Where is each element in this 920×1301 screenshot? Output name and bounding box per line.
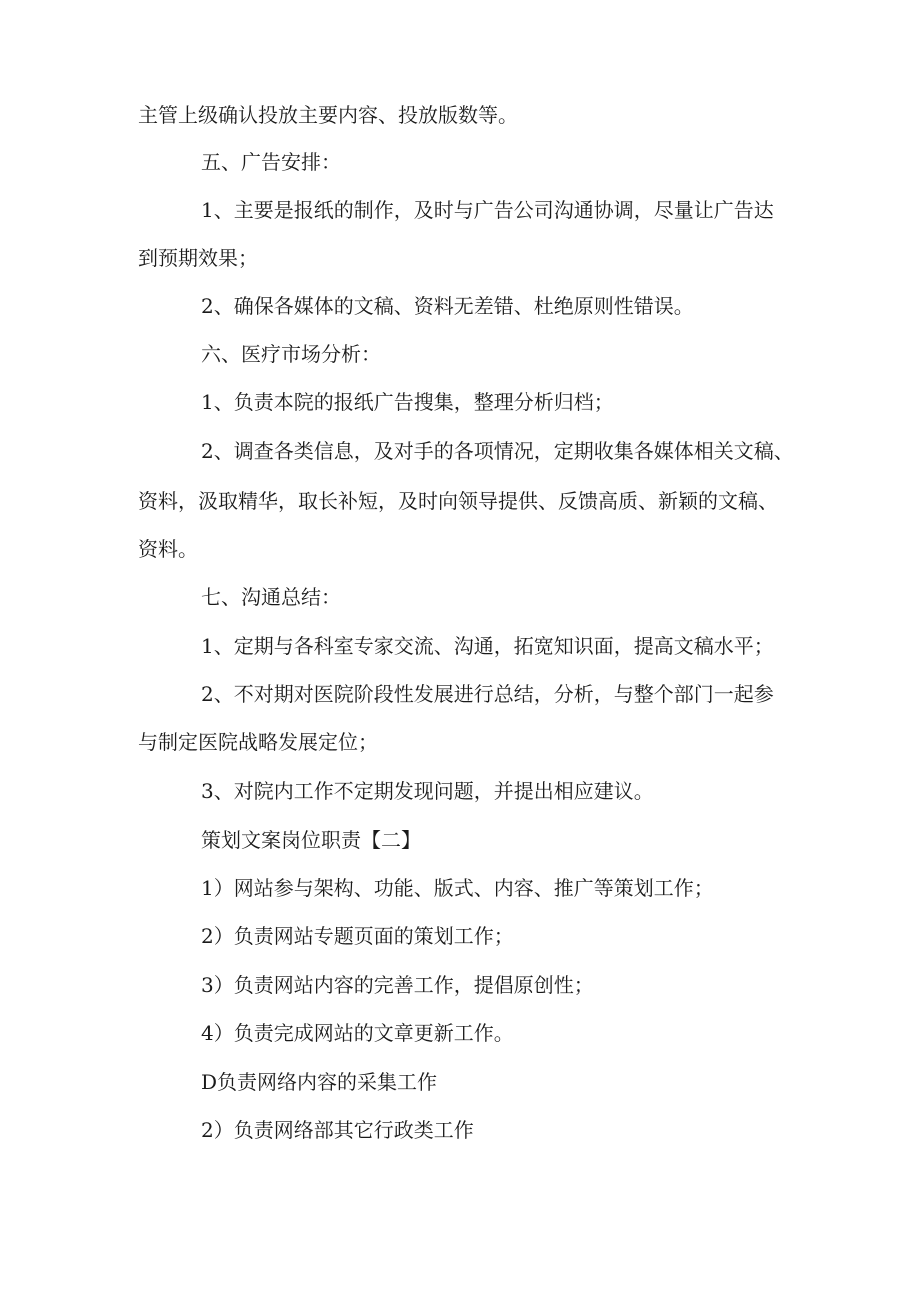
paragraph-line: 1、负责本院的报纸广告搜集，整理分析归档； [201,390,614,414]
paragraph-line: 2、确保各媒体的文稿、资料无差错、杜绝原则性错误。 [201,294,694,318]
list-item: 2）负责网站专题页面的策划工作； [201,924,514,948]
paragraph-line: 资料。 [138,537,198,561]
section-heading-ad-arrangement: 五、广告安排： [201,150,341,174]
paragraph-line: 2、不对期对医院阶段性发展进行总结，分析，与整个部门一起参 [201,682,774,706]
list-item: 3）负责网站内容的完善工作，提倡原创性； [201,973,594,997]
paragraph-line: 2、调查各类信息，及对手的各项情况，定期收集各媒体相关文稿、 [201,439,794,463]
list-item: 2）负责网络部其它行政类工作 [201,1118,474,1142]
paragraph-line: 与制定医院战略发展定位； [138,730,378,754]
list-item: D负责网络内容的采集工作 [201,1070,438,1094]
paragraph-line: 3、对院内工作不定期发现问题，并提出相应建议。 [201,779,654,803]
list-item: 1）网站参与架构、功能、版式、内容、推广等策划工作； [201,876,714,900]
section-heading-market-analysis: 六、医疗市场分析： [201,342,381,366]
paragraph-line: 1、定期与各科室专家交流、沟通，拓宽知识面，提高文稿水平； [201,634,774,658]
paragraph-line: 1、主要是报纸的制作，及时与广告公司沟通协调，尽量让广告达 [201,198,774,222]
paragraph-line: 到预期效果； [138,246,258,270]
list-item: 4）负责完成网站的文章更新工作。 [201,1021,514,1045]
section-heading-communication: 七、沟通总结： [201,585,341,609]
paragraph-line: 资料，汲取精华，取长补短，及时向领导提供、反馈高质、新颖的文稿、 [138,489,778,513]
paragraph-line: 主管上级确认投放主要内容、投放版数等。 [138,103,518,127]
section-title-job-duties: 策划文案岗位职责【二】 [201,828,421,852]
